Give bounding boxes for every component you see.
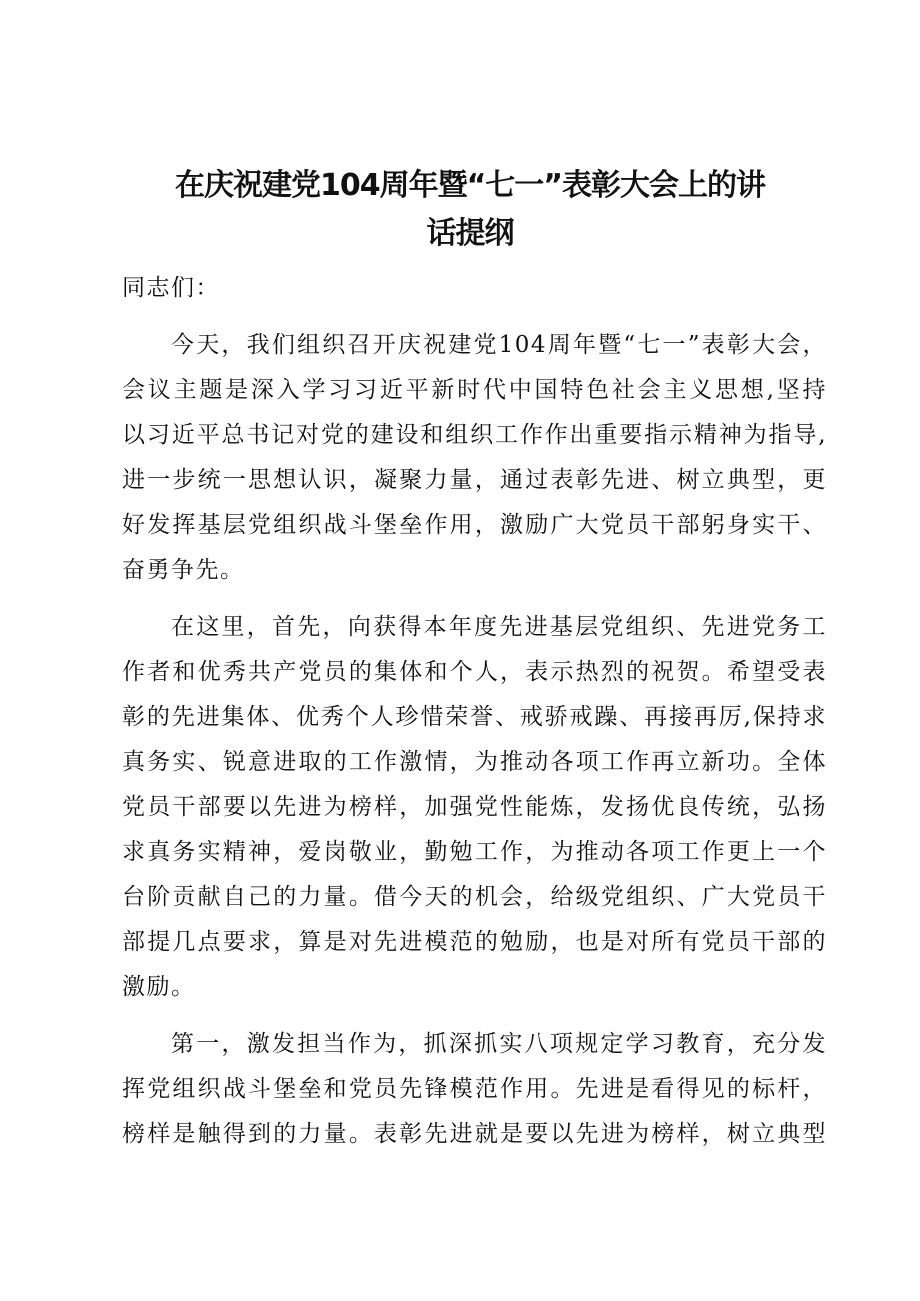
paragraph-line: 部提几点要求，算是对先进模范的勉励，也是对所有党员干部的	[122, 929, 827, 955]
document-title-line-1: 在庆祝建党104周年暨“七一”表彰大会上的讲	[174, 168, 766, 203]
paragraph-line: 彰的先进集体、优秀个人珍惜荣誉、戒骄戒躁、再接再厉,保持求	[122, 704, 827, 730]
paragraph-line: 今天，我们组织召开庆祝建党104周年暨“七一”表彰大会，	[171, 332, 827, 358]
salutation: 同志们：	[122, 275, 220, 301]
paragraph-line: 进一步统一思想认识，凝聚力量，通过表彰先进、树立典型，更	[122, 467, 827, 493]
paragraph-1	[122, 323, 827, 593]
paragraph-line: 在这里，首先，向获得本年度先进基层党组织、先进党务工	[171, 614, 827, 640]
paragraph-line: 好发挥基层党组织战斗堡垒作用，激励广大党员干部躬身实干、	[122, 512, 827, 538]
paragraph-line: 挥党组织战斗堡垒和党员先锋模范作用。先进是看得见的标杆，	[122, 1076, 827, 1102]
paragraph-line: 作者和优秀共产党员的集体和个人，表示热烈的祝贺。希望受表	[122, 659, 827, 685]
paragraph-3	[122, 1022, 827, 1157]
paragraph-line: 会议主题是深入学习习近平新时代中国特色社会主义思想,坚持	[122, 377, 827, 403]
paragraph-line: 党员干部要以先进为榜样，加强党性能炼，发扬优良传统，弘扬	[122, 794, 827, 820]
paragraph-line: 奋勇争先。	[122, 557, 245, 583]
document-body	[122, 266, 827, 1157]
document-title-line-2: 话提纲	[426, 216, 514, 251]
paragraph-line: 榜样是触得到的力量。表彰先进就是要以先进为榜样，树立典型	[122, 1121, 827, 1147]
paragraph-line: 台阶贡献自己的力量。借今天的机会，给级党组织、广大党员干	[122, 884, 827, 910]
paragraph-2	[122, 605, 827, 1010]
paragraph-line: 第一，激发担当作为，抓深抓实八项规定学习教育，充分发	[171, 1031, 827, 1057]
paragraph-line: 真务实、锐意进取的工作激情，为推动各项工作再立新功。全体	[122, 749, 827, 775]
paragraph-line: 激励。	[122, 974, 196, 1000]
paragraph-line: 求真务实精神，爱岗敬业，勤勉工作，为推动各项工作更上一个	[122, 839, 827, 865]
paragraph-line: 以习近平总书记对党的建设和组织工作作出重要指示精神为指导,	[122, 422, 827, 448]
